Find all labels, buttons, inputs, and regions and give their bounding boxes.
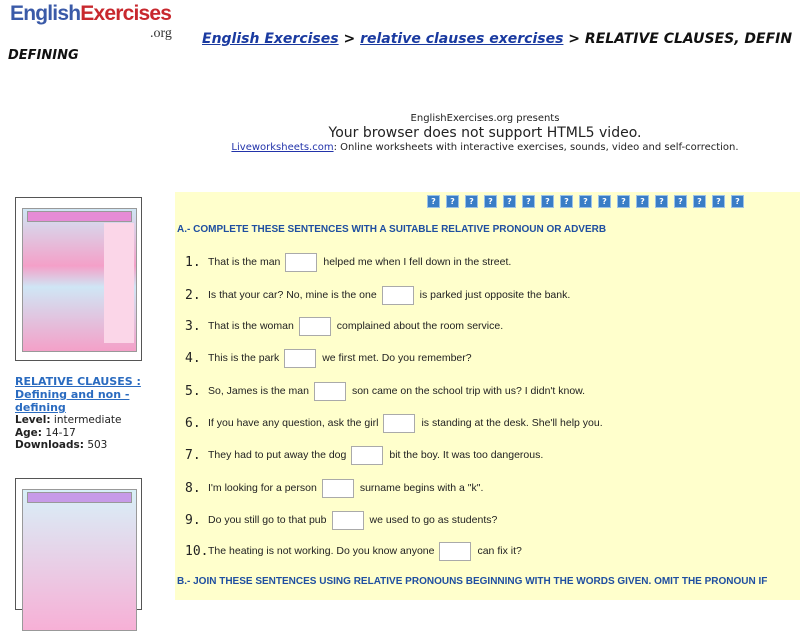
question-text-after: surname begins with a "k". (359, 482, 484, 494)
breadcrumb-category-link[interactable]: relative clauses exercises (360, 31, 564, 47)
question-text-before: This is the park (208, 352, 280, 364)
breadcrumb-separator: > (338, 31, 361, 47)
downloads-value: 503 (87, 439, 108, 451)
liveworksheets-desc: : Online worksheets with interactive exercises, sounds, video and self-correction. (333, 142, 739, 153)
answer-input[interactable] (439, 542, 471, 561)
question-help-icon[interactable]: ? (427, 195, 440, 208)
question-help-icon[interactable]: ? (674, 195, 687, 208)
question-help-icon[interactable]: ? (541, 195, 554, 208)
question-text-after: bit the boy. It was too dangerous. (389, 449, 544, 461)
question-text-after: is standing at the desk. She'll help you. (421, 417, 603, 429)
breadcrumb (202, 31, 792, 48)
question-text-after: son came on the school trip with us? I didn't know. (351, 385, 586, 397)
section-a-heading: A.- COMPLETE THESE SENTENCES WITH A SUITABLE RELATIVE PRONOUN OR ADVERB (177, 224, 607, 235)
question-help-icon[interactable]: ? (731, 195, 744, 208)
question-text-after: we first met. Do you remember? (322, 352, 472, 364)
question-row (185, 315, 503, 337)
question-row (185, 509, 497, 531)
question-number: 1. (185, 254, 201, 270)
logo-text-exercises: Exercises (80, 2, 172, 25)
answer-input[interactable] (382, 286, 414, 305)
age-label: Age: (15, 426, 42, 439)
question-text-before: That is the woman (208, 320, 294, 332)
question-row (185, 251, 511, 273)
question-number: 8. (185, 480, 201, 496)
question-text-after: is parked just opposite the bank. (419, 289, 571, 301)
liveworksheets-link[interactable]: Liveworksheets.com (231, 142, 334, 153)
answer-input[interactable] (383, 414, 415, 433)
downloads-label: Downloads: (15, 439, 84, 451)
video-unsupported-message: Your browser does not support HTML5 video. (328, 125, 642, 141)
level-label: Level: (15, 414, 51, 426)
question-text-before: If you have any question, ask the girl (208, 417, 379, 429)
video-presents: EnglishExercises.org presents (410, 113, 560, 124)
question-help-icon[interactable]: ? (484, 195, 497, 208)
question-number: 4. (185, 350, 201, 366)
question-row (185, 477, 483, 499)
question-help-icon[interactable]: ? (693, 195, 706, 208)
related-worksheet-2 (15, 478, 145, 610)
question-help-icon[interactable]: ? (617, 195, 630, 208)
answer-input[interactable] (284, 349, 316, 368)
site-logo[interactable] (10, 2, 171, 26)
exercise-panel (175, 192, 800, 600)
question-number: 6. (185, 415, 201, 431)
page-subtitle: DEFINING (8, 48, 79, 63)
breadcrumb-separator: > (563, 31, 585, 47)
question-help-icon[interactable]: ? (579, 195, 592, 208)
question-help-icon[interactable]: ? (446, 195, 459, 208)
question-row (185, 284, 570, 306)
question-help-icon[interactable]: ? (598, 195, 611, 208)
answer-input[interactable] (314, 382, 346, 401)
question-row (185, 380, 585, 402)
breadcrumb-current: RELATIVE CLAUSES, DEFIN (584, 31, 793, 47)
logo-org: .org (150, 26, 172, 41)
answer-input[interactable] (285, 253, 317, 272)
question-row (185, 347, 472, 369)
question-text-before: They had to put away the dog (208, 449, 347, 461)
question-number: 7. (185, 447, 201, 463)
question-row (185, 412, 603, 434)
question-text-before: Do you still go to that pub (208, 514, 327, 526)
question-help-icon[interactable]: ? (636, 195, 649, 208)
question-text-after: helped me when I fell down in the street. (323, 256, 512, 268)
question-row (185, 444, 543, 466)
question-text-before: The heating is not working. Do you know anyone (208, 545, 435, 557)
worksheet-thumbnail[interactable] (15, 478, 142, 610)
question-number: 2. (185, 287, 201, 303)
section-b-heading: B.- JOIN THESE SENTENCES USING RELATIVE PRONOUNS BEGINNING WITH THE WORDS GIVEN. OMIT THE PRONOUN IF (177, 576, 768, 587)
question-help-icons (427, 195, 744, 208)
level-value: intermediate (53, 414, 122, 426)
question-help-icon[interactable]: ? (560, 195, 573, 208)
question-text-after: can fix it? (477, 545, 522, 557)
video-placeholder (175, 113, 795, 154)
logo-text-english: English (10, 2, 81, 25)
question-text-before: I'm looking for a person (208, 482, 317, 494)
question-number: 10. (185, 543, 209, 559)
question-help-icon[interactable]: ? (465, 195, 478, 208)
related-worksheet (15, 197, 145, 452)
answer-input[interactable] (351, 446, 383, 465)
question-help-icon[interactable]: ? (712, 195, 725, 208)
breadcrumb-home-link[interactable]: English Exercises (202, 31, 339, 47)
question-help-icon[interactable]: ? (522, 195, 535, 208)
question-help-icon[interactable]: ? (655, 195, 668, 208)
question-text-after: complained about the room service. (336, 320, 504, 332)
answer-input[interactable] (299, 317, 331, 336)
worksheet-thumbnail[interactable] (15, 197, 142, 361)
question-row (185, 540, 522, 562)
question-help-icon[interactable]: ? (503, 195, 516, 208)
question-text-before: That is the man (208, 256, 281, 268)
question-text-before: Is that your car? No, mine is the one (208, 289, 377, 301)
question-number: 3. (185, 318, 201, 334)
answer-input[interactable] (332, 511, 364, 530)
answer-input[interactable] (322, 479, 354, 498)
question-text-before: So, James is the man (208, 385, 309, 397)
age-value: 14-17 (45, 426, 76, 439)
question-number: 5. (185, 383, 201, 399)
question-number: 9. (185, 512, 201, 528)
worksheet-title-link[interactable]: RELATIVE CLAUSES : Defining and non - defining (15, 375, 141, 414)
question-text-after: we used to go as students? (369, 514, 498, 526)
